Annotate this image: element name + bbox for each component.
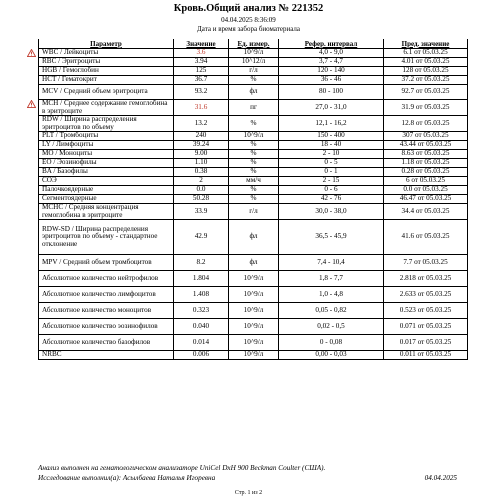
reference-interval: 27,0 - 31,0 <box>279 100 384 116</box>
unit: % <box>229 150 279 159</box>
unit: г/л <box>229 204 279 220</box>
previous-value: 31.9 от 05.03.25 <box>384 100 468 116</box>
table-row <box>39 150 468 159</box>
result-value: 1.804 <box>174 271 229 287</box>
reference-interval: 0,00 - 0,03 <box>279 351 384 360</box>
sample-datetime-label: Дата и время забора биоматериала <box>197 25 300 33</box>
table-row <box>39 100 468 116</box>
parameter-name: MCHC / Средняя концентрация гемоглобина в эритроците <box>39 204 174 220</box>
result-value: 125 <box>174 67 229 76</box>
previous-value: 0.011 от 05.03.25 <box>384 351 468 360</box>
parameter-name: RDW-SD / Ширина распределения эритроцитов по объему - стандартное отклонение <box>39 220 174 255</box>
result-value: 39.24 <box>174 141 229 150</box>
reference-interval: 2 - 15 <box>279 177 384 186</box>
parameter-name: LY / Лимфоциты <box>39 141 174 150</box>
reference-interval: 120 - 140 <box>279 67 384 76</box>
unit: пг <box>229 100 279 116</box>
parameter-name: Абсолютное количество базофилов <box>39 335 174 351</box>
parameter-name: MPV / Средний объем тромбоцитов <box>39 255 174 271</box>
result-value: 3.6 <box>174 49 229 58</box>
parameter-name: Сегментоядерные <box>39 195 174 204</box>
result-value: 1.408 <box>174 287 229 303</box>
reference-interval: 42 - 76 <box>279 195 384 204</box>
parameter-name <box>39 100 174 116</box>
unit: % <box>229 141 279 150</box>
previous-value: 8.63 от 05.03.25 <box>384 150 468 159</box>
parameter-name <box>39 49 174 58</box>
previous-value: 6.1 от 05.03.25 <box>384 49 468 58</box>
reference-interval: 30,0 - 38,0 <box>279 204 384 220</box>
result-value: 0.38 <box>174 168 229 177</box>
unit: фл <box>229 85 279 100</box>
reference-interval: 150 - 400 <box>279 132 384 141</box>
parameter-name: PLT / Тромбоциты <box>39 132 174 141</box>
result-value: 0.006 <box>174 351 229 360</box>
previous-value: 34.4 от 05.03.25 <box>384 204 468 220</box>
parameter-name: MO / Моноциты <box>39 150 174 159</box>
unit: 10^9/л <box>229 351 279 360</box>
reference-interval: 0 - 1 <box>279 168 384 177</box>
reference-interval: 1,0 - 4,8 <box>279 287 384 303</box>
reference-interval: 1,8 - 7,7 <box>279 271 384 287</box>
column-header-unit: Ед. измер. <box>229 39 279 49</box>
unit: % <box>229 186 279 195</box>
parameter-name: NRBC <box>39 351 174 360</box>
unit: 10^9/л <box>229 132 279 141</box>
table-row <box>39 67 468 76</box>
reference-interval: 36,5 - 45,9 <box>279 220 384 255</box>
result-value: 31.6 <box>174 100 229 116</box>
column-header-parameter: Параметр <box>39 39 174 49</box>
report-title: Кровь.Общий анализ № 221352 <box>173 3 324 14</box>
result-value: 0.014 <box>174 335 229 351</box>
reference-interval: 4,0 - 9,0 <box>279 49 384 58</box>
unit: мм/ч <box>229 177 279 186</box>
parameter-name: Палочкоядерные <box>39 186 174 195</box>
result-value: 9.00 <box>174 150 229 159</box>
table-header-row <box>39 39 468 49</box>
results-table <box>38 39 468 360</box>
previous-value: 6 от 05.03.25 <box>384 177 468 186</box>
previous-value: 2.818 от 05.03.25 <box>384 271 468 287</box>
reference-interval: 12,1 - 16,2 <box>279 116 384 132</box>
parameter-name: HGB / Гемоглобин <box>39 67 174 76</box>
result-value: 13.2 <box>174 116 229 132</box>
unit: 10^9/л <box>229 335 279 351</box>
unit: % <box>229 116 279 132</box>
unit: фл <box>229 220 279 255</box>
table-row <box>39 49 468 58</box>
result-value: 42.9 <box>174 220 229 255</box>
parameter-name: Абсолютное количество нейтрофилов <box>39 271 174 287</box>
table-row <box>39 204 468 220</box>
table-row <box>39 220 468 255</box>
result-value: 93.2 <box>174 85 229 100</box>
parameter-label: MCH / Среднее содержание гемоглобина в эритроците <box>42 99 168 115</box>
unit: 10^9/л <box>229 303 279 319</box>
page-number: Стр. 1 из 2 <box>234 490 263 496</box>
reference-interval: 2 - 10 <box>279 150 384 159</box>
report-date: 04.04.2025 <box>424 474 457 482</box>
table-row <box>39 132 468 141</box>
reference-interval: 36 - 46 <box>279 76 384 85</box>
previous-value: 128 от 05.03.25 <box>384 67 468 76</box>
unit: 10^9/л <box>229 271 279 287</box>
result-value: 50.28 <box>174 195 229 204</box>
reference-interval: 0,05 - 0,82 <box>279 303 384 319</box>
previous-value: 2.633 от 05.03.25 <box>384 287 468 303</box>
unit: % <box>229 168 279 177</box>
previous-value: 1.18 от 05.03.25 <box>384 159 468 168</box>
table-row <box>39 351 468 360</box>
table-row <box>39 168 468 177</box>
parameter-name: EO / Эозинофилы <box>39 159 174 168</box>
unit: фл <box>229 255 279 271</box>
table-row <box>39 76 468 85</box>
parameter-name: RBC / Эритроциты <box>39 58 174 67</box>
reference-interval: 3,7 - 4,7 <box>279 58 384 67</box>
unit: % <box>229 76 279 85</box>
table-row <box>39 85 468 100</box>
parameter-name: MCV / Средний объем эритроцита <box>39 85 174 100</box>
previous-value: 0.28 от 05.03.25 <box>384 168 468 177</box>
result-value: 0.0 <box>174 186 229 195</box>
table-row <box>39 58 468 67</box>
previous-value: 0.017 от 05.03.25 <box>384 335 468 351</box>
result-value: 0.040 <box>174 319 229 335</box>
previous-value: 92.7 от 05.03.25 <box>384 85 468 100</box>
previous-value: 37.2 от 05.03.25 <box>384 76 468 85</box>
previous-value: 41.6 от 05.03.25 <box>384 220 468 255</box>
result-value: 0.323 <box>174 303 229 319</box>
column-header-value: Значение <box>174 39 229 49</box>
previous-value: 7.7 от 05.03.25 <box>384 255 468 271</box>
table-row <box>39 116 468 132</box>
analyzer-note: Анализ выполнен на гематологическом анализаторе UniCel DxH 900 Beckman Coulter (США). <box>38 464 326 472</box>
table-row <box>39 141 468 150</box>
reference-interval: 0 - 6 <box>279 186 384 195</box>
parameter-name: Абсолютное количество эозинофилов <box>39 319 174 335</box>
table-row <box>39 287 468 303</box>
parameter-name: Абсолютное количество моноцитов <box>39 303 174 319</box>
result-value: 2 <box>174 177 229 186</box>
reference-interval: 0 - 5 <box>279 159 384 168</box>
table-row <box>39 271 468 287</box>
parameter-name: HCT / Гематокрит <box>39 76 174 85</box>
parameter-label: WBC / Лейкоциты <box>42 48 99 57</box>
previous-value: 0.523 от 05.03.25 <box>384 303 468 319</box>
table-row <box>39 186 468 195</box>
reference-interval: 7,4 - 10,4 <box>279 255 384 271</box>
unit: % <box>229 159 279 168</box>
table-row <box>39 255 468 271</box>
result-value: 36.7 <box>174 76 229 85</box>
parameter-name: BA / Базофилы <box>39 168 174 177</box>
parameter-name: RDW / Ширина распределения эритроцитов по объему <box>39 116 174 132</box>
sample-datetime: 04.04.2025 8:36:09 <box>221 16 276 24</box>
previous-value: 307 от 05.03.25 <box>384 132 468 141</box>
unit: 10^9/л <box>229 49 279 58</box>
column-header-previous: Пред. значение <box>384 39 468 49</box>
table-row <box>39 335 468 351</box>
result-value: 8.2 <box>174 255 229 271</box>
warning-icon <box>27 100 36 108</box>
result-value: 33.9 <box>174 204 229 220</box>
result-value: 3.94 <box>174 58 229 67</box>
parameter-name: Абсолютное количество лимфоцитов <box>39 287 174 303</box>
unit: 10^9/л <box>229 319 279 335</box>
result-value: 240 <box>174 132 229 141</box>
previous-value: 4.01 от 05.03.25 <box>384 58 468 67</box>
unit: 10^9/л <box>229 287 279 303</box>
table-row <box>39 303 468 319</box>
table-row <box>39 319 468 335</box>
unit: % <box>229 195 279 204</box>
unit: 10^12/л <box>229 58 279 67</box>
reference-interval: 18 - 40 <box>279 141 384 150</box>
table-row <box>39 159 468 168</box>
parameter-name: СОЭ <box>39 177 174 186</box>
warning-icon <box>27 49 36 57</box>
previous-value: 43.44 от 05.03.25 <box>384 141 468 150</box>
previous-value: 0.071 от 05.03.25 <box>384 319 468 335</box>
column-header-reference: Рефер. интервал <box>279 39 384 49</box>
previous-value: 12.8 от 05.03.25 <box>384 116 468 132</box>
result-value: 1.10 <box>174 159 229 168</box>
performer-note: Исследование выполнил(а): Асылбаева Наталья Игоревна <box>38 474 216 482</box>
previous-value: 46.47 от 05.03.25 <box>384 195 468 204</box>
table-row <box>39 177 468 186</box>
reference-interval: 80 - 100 <box>279 85 384 100</box>
previous-value: 0.0 от 05.03.25 <box>384 186 468 195</box>
reference-interval: 0 - 0,08 <box>279 335 384 351</box>
reference-interval: 0,02 - 0,5 <box>279 319 384 335</box>
unit: г/л <box>229 67 279 76</box>
